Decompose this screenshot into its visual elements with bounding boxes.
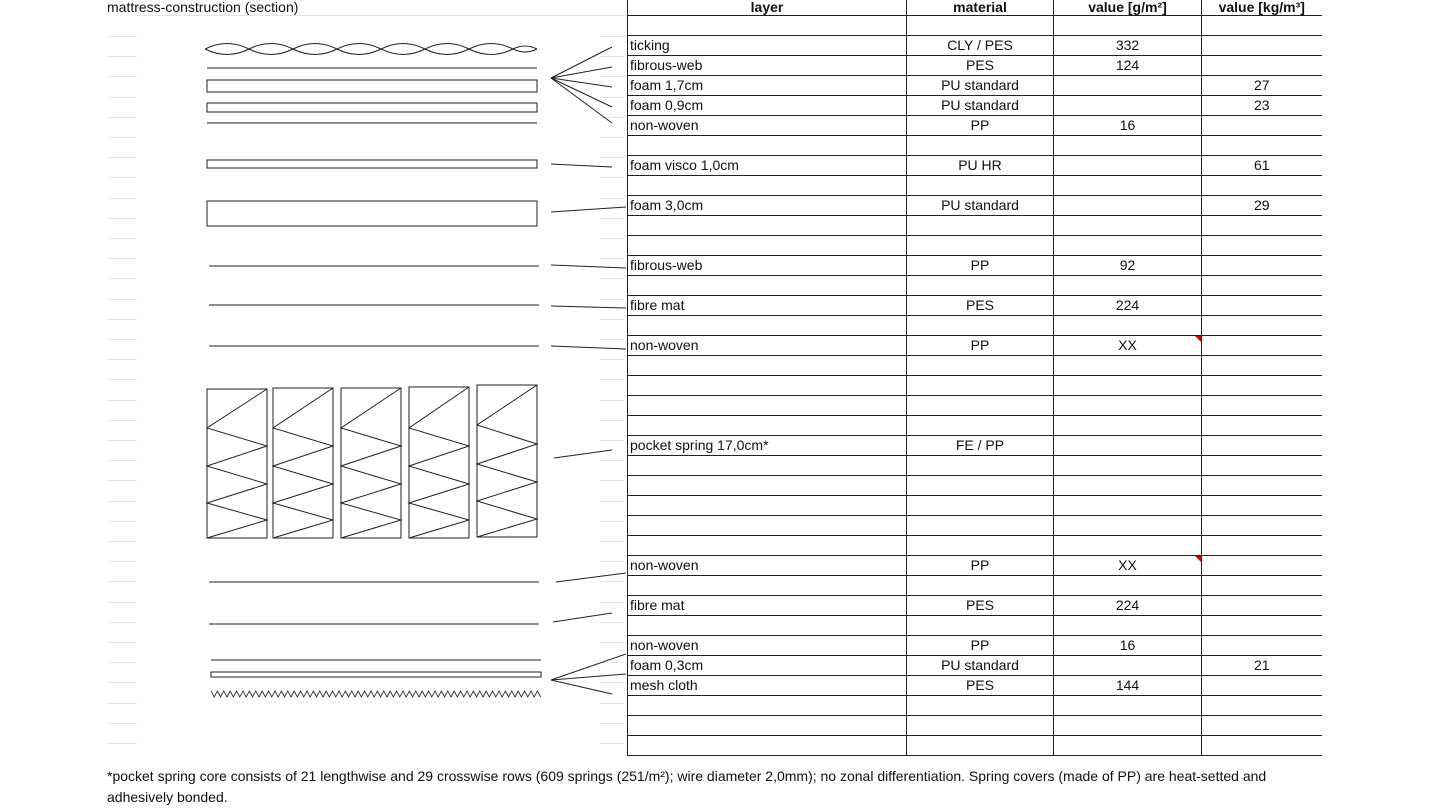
table-row <box>628 76 1322 96</box>
cell-layer <box>628 276 907 296</box>
cell-material: FE / PP <box>907 436 1054 456</box>
cell-value-k <box>1202 56 1322 76</box>
table-row <box>628 216 1322 236</box>
cell-value-k <box>1202 456 1322 476</box>
cell-layer <box>628 476 907 496</box>
cell-layer: fibrous-web <box>628 56 907 76</box>
cell-material: PU standard <box>907 656 1054 676</box>
cell-material <box>907 576 1054 596</box>
cell-value-k <box>1202 536 1322 556</box>
cell-value-g <box>1054 456 1202 476</box>
cell-value-k <box>1202 116 1322 136</box>
table-row <box>628 16 1322 36</box>
cell-value-k <box>1202 556 1322 576</box>
cell-value-g <box>1054 236 1202 256</box>
table-row <box>628 576 1322 596</box>
ticking-drawing <box>205 44 537 55</box>
cell-layer: non-woven <box>628 336 907 356</box>
cell-value-k <box>1202 676 1322 696</box>
cell-value-g: 16 <box>1054 116 1202 136</box>
table-row <box>628 336 1322 356</box>
cell-value-g: 224 <box>1054 296 1202 316</box>
cell-material <box>907 216 1054 236</box>
cell-value-g <box>1054 196 1202 216</box>
column-header-value-k: value [kg/m³] <box>1202 0 1322 16</box>
table-row <box>628 316 1322 336</box>
table-row <box>628 716 1322 736</box>
cell-value-k <box>1202 36 1322 56</box>
cell-value-k <box>1202 276 1322 296</box>
table-row <box>628 176 1322 196</box>
cell-layer <box>628 356 907 376</box>
cell-layer <box>628 576 907 596</box>
cell-value-k <box>1202 616 1322 636</box>
cell-material: PES <box>907 56 1054 76</box>
cell-value-g <box>1054 276 1202 296</box>
cell-layer: fibre mat <box>628 596 907 616</box>
cell-material <box>907 136 1054 156</box>
cell-value-g: 144 <box>1054 676 1202 696</box>
leader-line <box>551 207 626 212</box>
table-row <box>628 256 1322 276</box>
cell-value-k <box>1202 296 1322 316</box>
pocket-spring-drawing <box>207 385 537 538</box>
table-row <box>628 736 1322 756</box>
cell-value-k <box>1202 316 1322 336</box>
cell-layer: foam 0,9cm <box>628 96 907 116</box>
cell-material: PES <box>907 296 1054 316</box>
cell-layer: foam 1,7cm <box>628 76 907 96</box>
foam-03-drawing <box>211 672 541 677</box>
mesh-cloth-drawing <box>211 691 541 697</box>
leader-line <box>551 164 612 167</box>
cell-layer: non-woven <box>628 116 907 136</box>
cell-layer: ticking <box>628 36 907 56</box>
table-row <box>628 556 1322 576</box>
cell-value-k <box>1202 696 1322 716</box>
cell-value-k: 29 <box>1202 196 1322 216</box>
cell-value-g <box>1054 656 1202 676</box>
cell-value-g <box>1054 136 1202 156</box>
table-row <box>628 616 1322 636</box>
cell-material: CLY / PES <box>907 36 1054 56</box>
table-header-row <box>628 0 1322 16</box>
cell-layer: foam 3,0cm <box>628 196 907 216</box>
cell-material <box>907 716 1054 736</box>
cell-value-g <box>1054 616 1202 636</box>
cell-material: PU HR <box>907 156 1054 176</box>
cell-layer: fibrous-web <box>628 256 907 276</box>
cell-value-g <box>1054 696 1202 716</box>
cell-value-k <box>1202 476 1322 496</box>
cell-layer: non-woven <box>628 556 907 576</box>
cell-layer: foam 0,3cm <box>628 656 907 676</box>
cell-value-k <box>1202 336 1322 356</box>
cell-layer <box>628 716 907 736</box>
cell-layer: mesh cloth <box>628 676 907 696</box>
cell-value-g <box>1054 376 1202 396</box>
table-row <box>628 96 1322 116</box>
cell-value-g: 124 <box>1054 56 1202 76</box>
cell-value-g <box>1054 76 1202 96</box>
cell-layer <box>628 696 907 716</box>
cell-layer: fibre mat <box>628 296 907 316</box>
cell-value-g: 332 <box>1054 36 1202 56</box>
cell-layer <box>628 16 907 36</box>
mattress-section-drawing <box>0 0 626 760</box>
cell-material <box>907 616 1054 636</box>
cell-layer <box>628 516 907 536</box>
cell-material <box>907 476 1054 496</box>
cell-value-k <box>1202 736 1322 756</box>
foam-visco-drawing <box>207 160 537 168</box>
table-row <box>628 356 1322 376</box>
cell-value-g <box>1054 416 1202 436</box>
cell-value-k <box>1202 716 1322 736</box>
cell-material: PP <box>907 256 1054 276</box>
cell-value-k <box>1202 596 1322 616</box>
column-header-layer: layer <box>628 0 907 16</box>
cell-material: PU standard <box>907 96 1054 116</box>
cell-material <box>907 416 1054 436</box>
table-row <box>628 116 1322 136</box>
cell-layer: foam visco 1,0cm <box>628 156 907 176</box>
cell-material <box>907 516 1054 536</box>
cell-value-g <box>1054 96 1202 116</box>
cell-layer <box>628 536 907 556</box>
cell-material <box>907 236 1054 256</box>
footnote: *pocket spring core consists of 21 lengthwise and 29 crosswise rows (609 springs (251/m²); wire diameter 2,0mm); no zonal differentiation. Spring covers (made of PP) are heat-setted and adhesively bonded. <box>107 768 1267 805</box>
cell-material: PES <box>907 596 1054 616</box>
foam-17-drawing <box>207 80 537 92</box>
cell-value-g <box>1054 496 1202 516</box>
table-row <box>628 296 1322 316</box>
cell-value-g <box>1054 436 1202 456</box>
cell-value-g <box>1054 396 1202 416</box>
table-row <box>628 596 1322 616</box>
table-row <box>628 276 1322 296</box>
table-row <box>628 396 1322 416</box>
leader-line <box>554 450 612 458</box>
table-row <box>628 136 1322 156</box>
cell-material <box>907 736 1054 756</box>
table-row <box>628 696 1322 716</box>
foam-09-drawing <box>207 103 537 112</box>
cell-value-g <box>1054 536 1202 556</box>
cell-value-g: XX <box>1054 336 1202 356</box>
cell-layer <box>628 496 907 516</box>
cell-value-g <box>1054 16 1202 36</box>
table-row <box>628 536 1322 556</box>
cell-value-k <box>1202 256 1322 276</box>
cell-layer <box>628 236 907 256</box>
cell-material: PU standard <box>907 76 1054 96</box>
cell-material <box>907 176 1054 196</box>
cell-layer <box>628 316 907 336</box>
leader-line <box>551 265 626 268</box>
leader-lines-top <box>551 47 612 123</box>
table-row <box>628 476 1322 496</box>
table-row <box>628 636 1322 656</box>
cell-material: PES <box>907 676 1054 696</box>
table-row <box>628 36 1322 56</box>
table-row <box>628 516 1322 536</box>
cell-material <box>907 316 1054 336</box>
cell-value-k <box>1202 636 1322 656</box>
cell-value-k <box>1202 436 1322 456</box>
cell-value-k <box>1202 496 1322 516</box>
cell-value-g <box>1054 576 1202 596</box>
cell-value-k <box>1202 236 1322 256</box>
cell-value-k <box>1202 356 1322 376</box>
column-header-material: material <box>907 0 1054 16</box>
cell-material: PP <box>907 336 1054 356</box>
cell-value-g: 92 <box>1054 256 1202 276</box>
table-row <box>628 456 1322 476</box>
cell-value-g <box>1054 156 1202 176</box>
cell-layer <box>628 136 907 156</box>
cell-value-g <box>1054 516 1202 536</box>
cell-layer: non-woven <box>628 636 907 656</box>
leader-lines-bottom <box>551 654 626 694</box>
cell-value-k: 61 <box>1202 156 1322 176</box>
cell-value-k <box>1202 396 1322 416</box>
table-row <box>628 436 1322 456</box>
cell-value-k: 23 <box>1202 96 1322 116</box>
cell-material <box>907 276 1054 296</box>
cell-value-g <box>1054 176 1202 196</box>
cell-value-g <box>1054 316 1202 336</box>
cell-material <box>907 356 1054 376</box>
cell-material <box>907 376 1054 396</box>
cell-value-g <box>1054 356 1202 376</box>
table-row <box>628 496 1322 516</box>
cell-material: PU standard <box>907 196 1054 216</box>
cell-value-k: 27 <box>1202 76 1322 96</box>
cell-value-g <box>1054 216 1202 236</box>
cell-value-k <box>1202 416 1322 436</box>
leader-line <box>551 346 626 349</box>
cell-value-k <box>1202 516 1322 536</box>
cell-layer <box>628 216 907 236</box>
cell-material <box>907 456 1054 476</box>
cell-material <box>907 396 1054 416</box>
cell-value-k <box>1202 216 1322 236</box>
cell-value-k <box>1202 16 1322 36</box>
cell-material <box>907 16 1054 36</box>
cell-material: PP <box>907 116 1054 136</box>
cell-layer <box>628 376 907 396</box>
cell-value-g <box>1054 716 1202 736</box>
cell-material <box>907 496 1054 516</box>
cell-layer <box>628 616 907 636</box>
table-row <box>628 676 1322 696</box>
cell-layer <box>628 456 907 476</box>
cell-value-k <box>1202 176 1322 196</box>
cell-material: PP <box>907 556 1054 576</box>
cell-value-k <box>1202 136 1322 156</box>
table-row <box>628 156 1322 176</box>
cell-value-k <box>1202 376 1322 396</box>
leader-line <box>553 613 612 622</box>
column-header-value-g: value [g/m²] <box>1054 0 1202 16</box>
table-row <box>628 656 1322 676</box>
cell-layer <box>628 736 907 756</box>
cell-material <box>907 696 1054 716</box>
cell-value-k: 21 <box>1202 656 1322 676</box>
foam-30-drawing <box>207 201 537 226</box>
leader-line <box>551 306 626 308</box>
cell-value-g: 224 <box>1054 596 1202 616</box>
table-row <box>628 236 1322 256</box>
cell-material <box>907 536 1054 556</box>
table-row <box>628 376 1322 396</box>
table-row <box>628 196 1322 216</box>
cell-value-g: XX <box>1054 556 1202 576</box>
table-row <box>628 56 1322 76</box>
cell-value-g <box>1054 736 1202 756</box>
cell-layer <box>628 396 907 416</box>
cell-value-g <box>1054 476 1202 496</box>
leader-line <box>556 573 626 582</box>
cell-material: PP <box>907 636 1054 656</box>
table-row <box>628 416 1322 436</box>
page-title: mattress-construction (section) <box>107 0 299 15</box>
cell-layer: pocket spring 17,0cm* <box>628 436 907 456</box>
cell-layer <box>628 176 907 196</box>
cell-value-k <box>1202 576 1322 596</box>
cell-layer <box>628 416 907 436</box>
cell-value-g: 16 <box>1054 636 1202 656</box>
layer-table <box>627 0 1322 756</box>
